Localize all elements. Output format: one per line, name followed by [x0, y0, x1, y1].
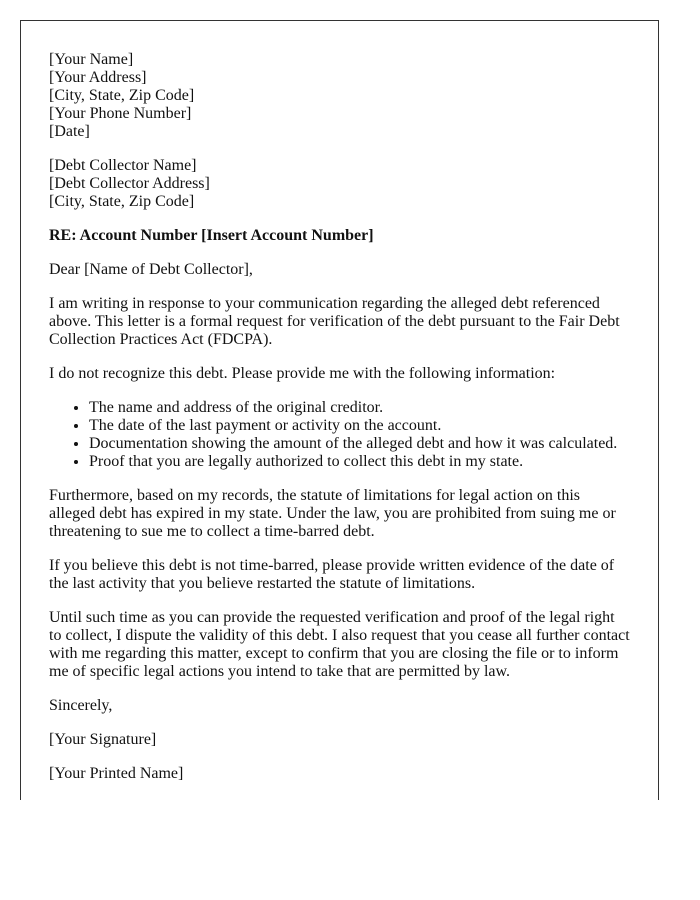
letter-date: [Date]	[49, 123, 90, 140]
recipient-address: [Debt Collector Address]	[49, 175, 210, 192]
paragraph-intro: I am writing in response to your communication regarding the alleged debt referenced above. This letter is a formal request for verification of the debt pursuant to the Fair Debt Collection Practices Act (FDCPA).	[49, 295, 620, 348]
sender-phone: [Your Phone Number]	[49, 105, 192, 122]
paragraph-evidence: If you believe this debt is not time-barred, please provide written evidence of the date of the last activity that you believe restarted the statute of limitations.	[49, 557, 615, 592]
paragraph-dispute: Until such time as you can provide the requested verification and proof of the legal right to collect, I dispute the validity of this debt. I also request that you cease all further contact with me regarding this matter, except to confirm that you are closing the file or to inform me of specific legal actions you intend to take that are permitted by law.	[49, 609, 630, 680]
closing: Sincerely,	[49, 697, 113, 714]
printed-name: [Your Printed Name]	[49, 765, 184, 782]
sender-name: [Your Name]	[49, 51, 134, 68]
request-list	[49, 399, 630, 471]
paragraph-statute: Furthermore, based on my records, the statute of limitations for legal action on this alleged debt has expired in my state. Under the law, you are prohibited from suing me or threatening to sue me to collect a time-barred debt.	[49, 487, 616, 540]
paragraph-request: I do not recognize this debt. Please provide me with the following information:	[49, 365, 556, 382]
letter-page	[20, 20, 659, 800]
salutation: Dear [Name of Debt Collector],	[49, 261, 253, 278]
recipient-city: [City, State, Zip Code]	[49, 193, 195, 210]
list-item: • The date of the last payment or activity on the account.	[89, 417, 630, 435]
recipient-name: [Debt Collector Name]	[49, 157, 197, 174]
subject-line: RE: Account Number [Insert Account Number]	[49, 227, 374, 244]
list-item: • Documentation showing the amount of the alleged debt and how it was calculated.	[89, 435, 630, 453]
sender-city: [City, State, Zip Code]	[49, 87, 195, 104]
sender-address: [Your Address]	[49, 69, 147, 86]
list-item: • Proof that you are legally authorized to collect this debt in my state.	[89, 453, 630, 471]
sender-block	[49, 51, 630, 141]
recipient-block	[49, 157, 630, 211]
signature: [Your Signature]	[49, 731, 157, 748]
list-item: • The name and address of the original creditor.	[89, 399, 630, 417]
